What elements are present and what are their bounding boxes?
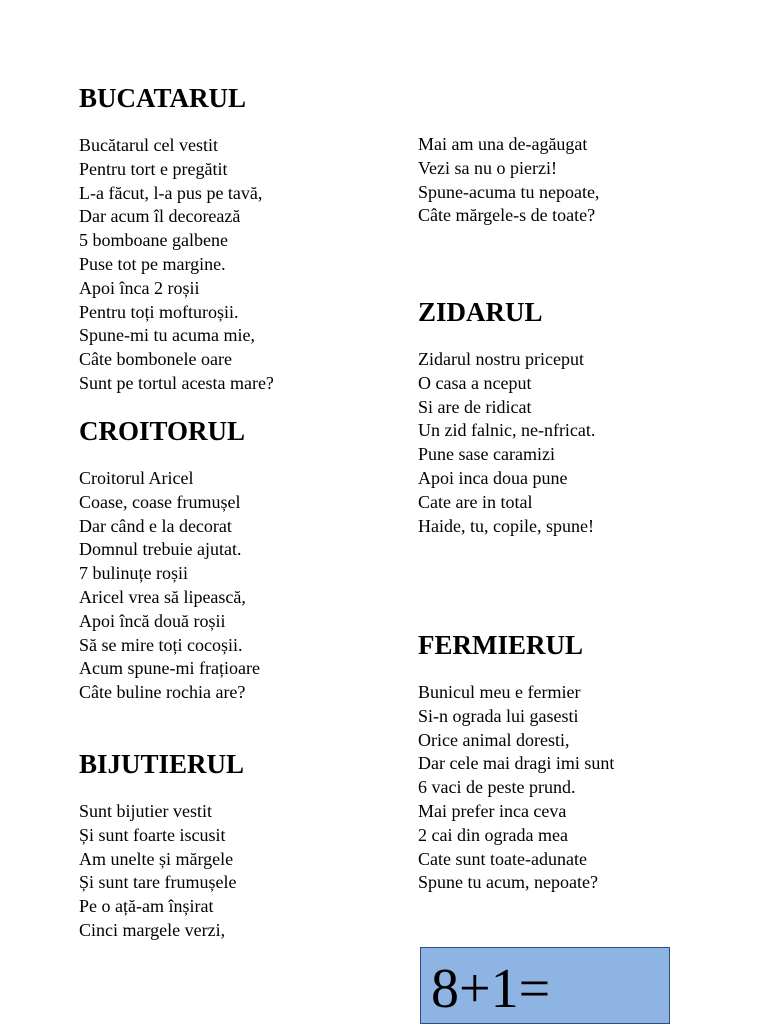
poem-title: BUCATARUL bbox=[79, 83, 247, 113]
poem-title: BIJUTIERUL bbox=[79, 749, 245, 779]
poem-line: Sunt bijutier vestit bbox=[79, 801, 212, 821]
poem-line: Bucătarul cel vestit bbox=[79, 135, 218, 155]
poem-lines bbox=[79, 134, 409, 396]
poem-bijutierul bbox=[79, 749, 409, 943]
answer-box bbox=[420, 947, 670, 1024]
poem-fermierul bbox=[418, 630, 748, 895]
poem-lines bbox=[418, 348, 748, 538]
poem-line: Dar acum îl decorează bbox=[79, 206, 241, 227]
poem-line: Am unelte și mărgele bbox=[79, 848, 234, 869]
poem-line: Pe o ață-am înșirat bbox=[79, 896, 214, 917]
poem-lines bbox=[79, 800, 409, 943]
poem-line: Sunt pe tortul acesta mare? bbox=[79, 372, 274, 393]
poem-line: Si-n ograda lui gasesti bbox=[418, 705, 579, 726]
poem-line: Acum spune-mi frațioare bbox=[79, 658, 260, 679]
poem-lines bbox=[418, 681, 748, 895]
poem-lines bbox=[79, 467, 409, 705]
poem-line: Să se mire toți cocoșii. bbox=[79, 634, 243, 655]
poem-zidarul bbox=[418, 297, 748, 538]
poem-line: Puse tot pe margine. bbox=[79, 253, 226, 274]
poem-line: Apoi încă două roșii bbox=[79, 610, 226, 631]
poem-bucatarul bbox=[79, 83, 409, 396]
poem-line: Domnul trebuie ajutat. bbox=[79, 539, 242, 560]
poem-line: Cate sunt toate-adunate bbox=[418, 848, 587, 869]
poem-title: ZIDARUL bbox=[418, 297, 543, 327]
poem-line: Vezi sa nu o pierzi! bbox=[418, 157, 557, 178]
poem-line: 7 bulinuțe roșii bbox=[79, 563, 188, 584]
poem-line: 5 bomboane galbene bbox=[79, 230, 228, 251]
poem-line: Spune tu acum, nepoate? bbox=[418, 872, 598, 893]
poem-title: FERMIERUL bbox=[418, 630, 584, 660]
poem-line: Pentru tort e pregătit bbox=[79, 158, 228, 179]
poem-line: O casa a nceput bbox=[418, 372, 532, 393]
poem-line: Mai am una de-agăugat bbox=[418, 134, 588, 154]
poem-line: Pune sase caramizi bbox=[418, 444, 555, 465]
poem-line: Și sunt foarte iscusit bbox=[79, 824, 226, 845]
poem-line: Croitorul Aricel bbox=[79, 468, 194, 488]
poem-line: Coase, coase frumușel bbox=[79, 491, 241, 512]
poem-line: Un zid falnic, ne-nfricat. bbox=[418, 420, 596, 441]
poem-line: Câte buline rochia are? bbox=[79, 682, 246, 703]
poem-line: Spune-acuma tu nepoate, bbox=[418, 181, 600, 202]
poem-line: Zidarul nostru priceput bbox=[418, 349, 584, 369]
poem-line: Și sunt tare frumușele bbox=[79, 872, 237, 893]
poem-line: Apoi inca doua pune bbox=[418, 467, 568, 488]
poem-line: Cate are in total bbox=[418, 491, 533, 512]
poem-line: Haide, tu, copile, spune! bbox=[418, 515, 594, 536]
poem-line: Dar cele mai dragi imi sunt bbox=[418, 753, 615, 774]
poem-lines bbox=[418, 133, 748, 228]
answer-equation: 8+1= bbox=[431, 958, 551, 1020]
poem-line: Apoi înca 2 roșii bbox=[79, 277, 200, 298]
poem-title: CROITORUL bbox=[79, 416, 246, 446]
poem-line: Spune-mi tu acuma mie, bbox=[79, 325, 255, 346]
poem-line: Câte bombonele oare bbox=[79, 349, 232, 370]
poem-line: Mai prefer inca ceva bbox=[418, 800, 567, 821]
poem-line: Orice animal doresti, bbox=[418, 729, 570, 750]
poem-line: Bunicul meu e fermier bbox=[418, 682, 581, 702]
poem-line: L-a făcut, l-a pus pe tavă, bbox=[79, 182, 263, 203]
poem-line: 2 cai din ograda mea bbox=[418, 824, 568, 845]
poem-line: Si are de ridicat bbox=[418, 396, 532, 417]
poem-line: Cinci margele verzi, bbox=[79, 919, 226, 940]
poem-bijutierul-continued bbox=[418, 133, 748, 228]
poem-line: Pentru toți mofturoșii. bbox=[79, 301, 239, 322]
poem-line: Dar când e la decorat bbox=[79, 515, 232, 536]
poem-line: Câte mărgele-s de toate? bbox=[418, 205, 596, 226]
poem-line: 6 vaci de peste prund. bbox=[418, 777, 576, 798]
poem-croitorul bbox=[79, 416, 409, 705]
poem-line: Aricel vrea să lipească, bbox=[79, 586, 246, 607]
